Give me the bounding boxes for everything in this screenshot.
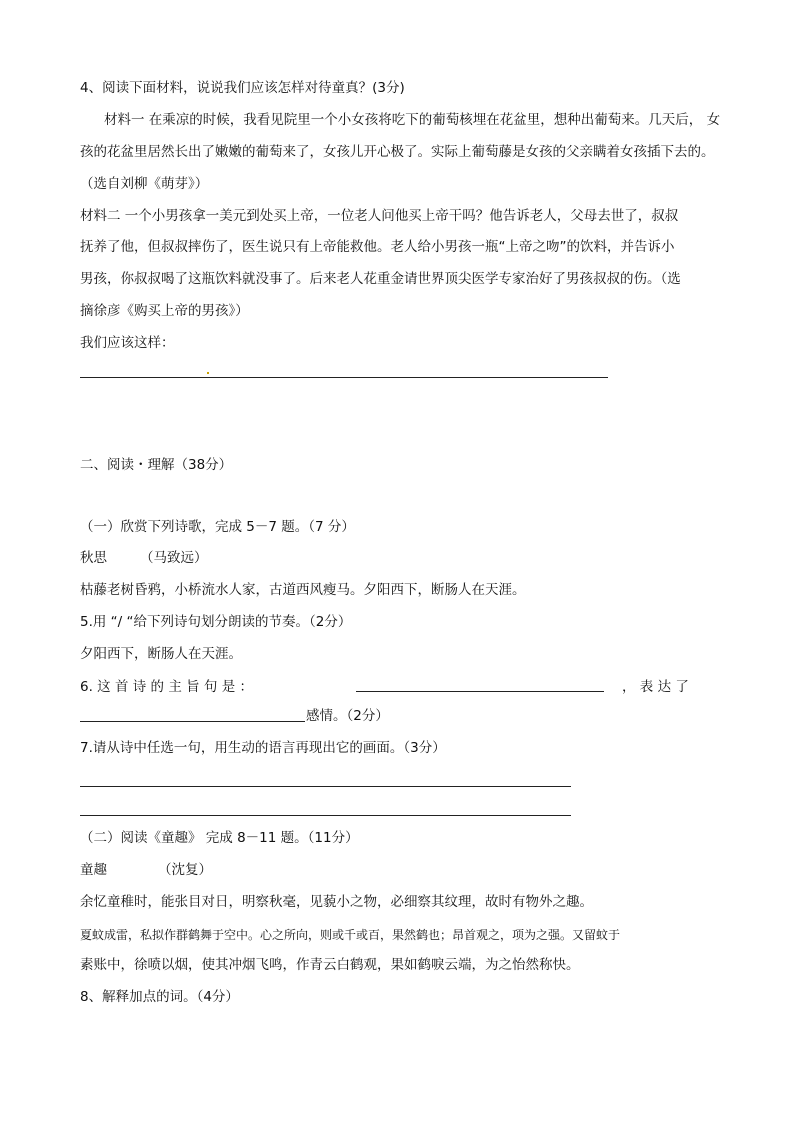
question-7-answer-line-1[interactable] xyxy=(80,786,571,787)
q4-title: 4、阅读下面材料，说说我们应该怎样对待童真？(3分) xyxy=(80,80,405,96)
text-paragraph-2: 夏蚊成雷，私拟作群鹤舞于空中。心之所向，则或千或百，果然鹤也；昂首观之，项为之强。又留蚊于 xyxy=(80,928,621,942)
material2-line1: 材料二 一个小男孩拿一美元到处买上帝，一位老人问他买上帝干吗？他告诉老人，父母去世了，叔叔 xyxy=(80,208,679,224)
text-author: （沈复） xyxy=(158,862,212,878)
material1-source: （选自刘柳《萌芽》） xyxy=(80,176,209,192)
poem-title: 秋思 xyxy=(80,550,107,566)
question-6-text: 6. 这 首 诗 的 主 旨 句 是 ： xyxy=(80,679,254,695)
question-6-text-b: ， 表 达 了 xyxy=(622,679,689,695)
text-paragraph-3: 素账中，徐喷以烟，使其冲烟飞鸣，作青云白鹤观，果如鹤唳云端，为之怡然称快。 xyxy=(80,957,580,973)
question-5: 5.用 “/ “给下列诗句划分朗读的节奏。（2分） xyxy=(80,614,352,630)
material2-line3: 男孩，你叔叔喝了这瓶饮料就没事了。后来老人花重金请世界顶尖医学专家治好了男孩叔叔的伤。（选 xyxy=(80,271,681,287)
question-5-line: 夕阳西下，断肠人在天涯。 xyxy=(80,646,242,662)
poem-text: 枯藤老树昏鸦，小桥流水人家，古道西风瘦马。夕阳西下，断肠人在天涯。 xyxy=(80,582,526,598)
text-paragraph-1: 余忆童稚时，能张目对日，明察秋毫，见藐小之物，必细察其纹理，故时有物外之趣。 xyxy=(80,894,593,910)
material2-line2: 抚养了他，但叔叔摔伤了，医生说只有上帝能救他。老人给小男孩一瓶“上帝之吻”的饮料，并告诉小 xyxy=(80,239,675,255)
poem-author: （马致远） xyxy=(140,550,208,566)
yellow-dot xyxy=(207,372,209,374)
text-title: 童趣 xyxy=(80,862,107,878)
question-7-answer-line-2[interactable] xyxy=(80,815,571,816)
question-8: 8、解释加点的词。（4分） xyxy=(80,989,239,1005)
question-6-blank-2[interactable] xyxy=(80,721,305,722)
material1-line2: 孩的花盆里居然长出了嫩嫩的葡萄来了，女孩儿开心极了。实际上葡萄藤是女孩的父亲瞒着女孩插下去的。 xyxy=(80,144,715,160)
answer-label: 我们应该这样： xyxy=(80,335,175,351)
material1-line1: 材料一 在乘凉的时候，我看见院里一个小女孩将吃下的葡萄核埋在花盆里，想种出葡萄来。几天后， 女 xyxy=(104,112,721,128)
part2-title: （二）阅读《童趣》 完成 8－11 题。（11分） xyxy=(80,830,359,846)
section2-title: 二、阅读・理解（38分） xyxy=(80,457,233,473)
question-6-end: 感情。（2分） xyxy=(306,708,389,724)
material2-line4: 摘徐彦《购买上帝的男孩》） xyxy=(80,303,249,319)
question-7: 7.请从诗中任选一句，用生动的语言再现出它的画面。（3分） xyxy=(80,740,446,756)
answer-line[interactable] xyxy=(80,377,608,378)
question-6-blank-1[interactable] xyxy=(356,691,604,692)
part1-title: （一）欣赏下列诗歌，完成 5－7 题。（7 分） xyxy=(80,519,355,535)
